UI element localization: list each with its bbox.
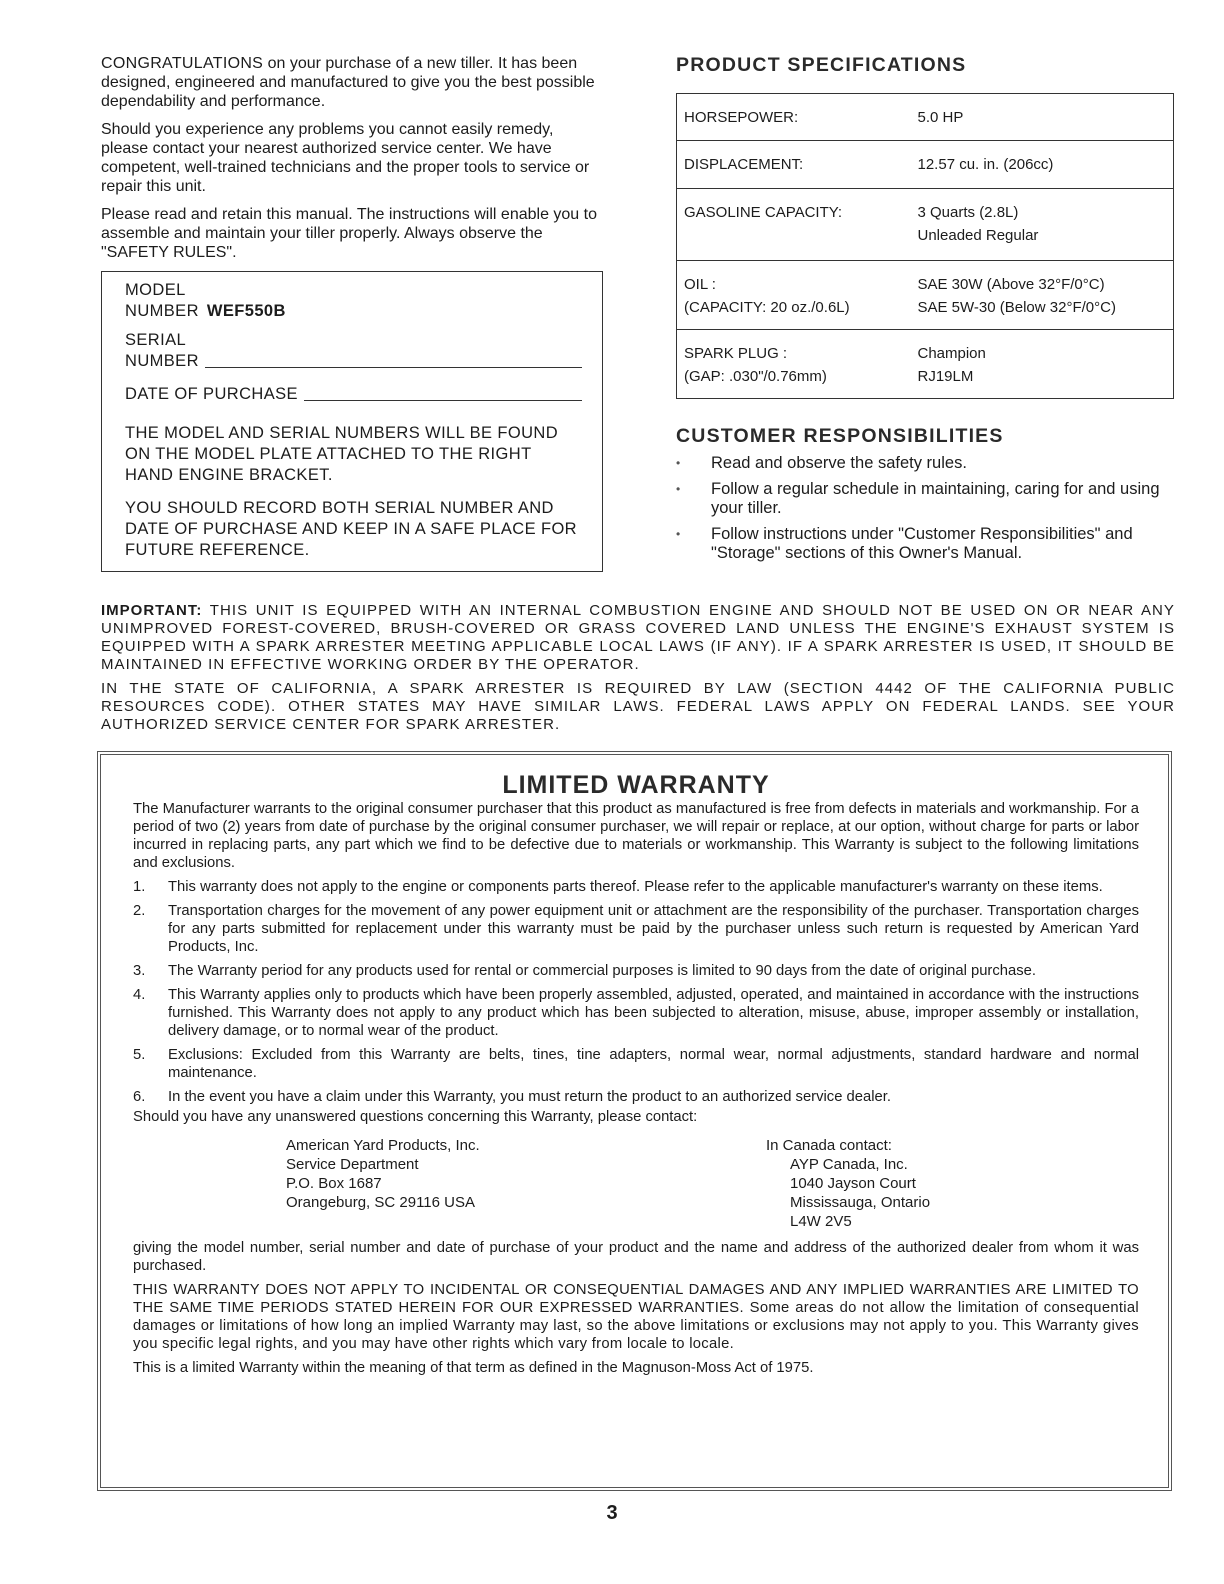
spec-row: SPARK PLUG : (GAP: .030"/0.76mm) Champion RJ19LM bbox=[677, 330, 1174, 399]
questions-line: Should you have any unanswered questions concerning this Warranty, please contact: bbox=[133, 1109, 698, 1125]
spec-row: HORSEPOWER: 5.0 HP bbox=[677, 94, 1174, 141]
important-notice bbox=[101, 602, 1175, 740]
list-item: 6. In the event you have a claim under this Warranty, you must return the product to an authorized service dealer. bbox=[133, 1089, 891, 1105]
list-item: • Follow a regular schedule in maintaining, caring for and using your tiller. bbox=[676, 480, 1160, 517]
model-plate-note: THE MODEL AND SERIAL NUMBERS WILL BE FOUND ON THE MODEL PLATE ATTACHED TO THE RIGHT HAND ENGINE BRACKET. bbox=[125, 424, 559, 484]
serial-number-blank[interactable] bbox=[205, 351, 582, 368]
list-item: 5. Exclusions: Excluded from this Warranty are belts, tines, tine adapters, normal wear, normal adjustments, standard hardware and normal maintenance. bbox=[133, 1047, 1139, 1081]
spec-row: GASOLINE CAPACITY: 3 Quarts (2.8L) Unleaded Regular bbox=[677, 189, 1174, 261]
product-specifications-heading: PRODUCT SPECIFICATIONS bbox=[676, 54, 967, 76]
giving-paragraph: giving the model number, serial number and date of purchase of your product and the name and address of the authorized dealer from whom it was purchased. bbox=[133, 1240, 1139, 1274]
list-item: • Read and observe the safety rules. bbox=[676, 454, 967, 472]
warranty-intro: The Manufacturer warrants to the original consumer purchaser that this product as manufactured is free from defects in materials and workmanship. For a period of two (2) years from date of purchase by the original consumer purchaser, we will repair or replace, at our option, without charge for parts or labor incurred in replacing parts, any part which we find to be defective due to materials or workmanship. This Warranty is subject to the following limitations and exclusions. bbox=[133, 801, 1139, 871]
list-item: 4. This Warranty applies only to products which have been properly assembled, adjusted, operated, and maintained in accordance with the instructions furnished. This Warranty does not apply to any product which has been subjected to alteration, misuse, abuse, improper assembly or installation, delivery damage, or to normal wear of the product. bbox=[133, 987, 1139, 1039]
important-paragraph: IMPORTANT: THIS UNIT IS EQUIPPED WITH AN INTERNAL COMBUSTION ENGINE AND SHOULD NOT BE USED ON OR NEAR ANY UNIMPROVED FOREST-COVERED, BRUSH-COVERED OR GRASS COVERED LAND UNLESS THE ENGINE'S EXHAUST SYSTEM IS EQUIPPED WITH A SPARK ARRESTER MEETING APPLICABLE LOCAL LAWS (IF ANY). IF A SPARK ARRESTER IS USED, IT SHOULD BE MAINTAINED IN EFFECTIVE WORKING ORDER BY THE OPERATOR. bbox=[101, 602, 1175, 673]
customer-responsibilities bbox=[676, 425, 1174, 563]
right-column bbox=[676, 54, 1174, 570]
date-of-purchase-field: DATE OF PURCHASE bbox=[125, 384, 582, 405]
warranty-title: LIMITED WARRANTY bbox=[502, 771, 770, 799]
intro-paragraph-2: Should you experience any problems you cannot easily remedy, please contact your nearest authorized service center. We have competent, well-trained technicians and the proper tools to service or repair this unit. bbox=[101, 121, 590, 195]
magnuson-moss-paragraph: This is a limited Warranty within the meaning of that term as defined in the Magnuson-Moss Act of 1975. bbox=[133, 1360, 814, 1376]
us-contact-address: American Yard Products, Inc. Service Department P.O. Box 1687 Orangeburg, SC 29116 USA bbox=[286, 1137, 480, 1211]
important-label: IMPORTANT: bbox=[101, 602, 203, 619]
serial-number-field: SERIAL NUMBER bbox=[125, 330, 582, 372]
list-item: 2. Transportation charges for the movement of any power equipment unit or attachment are the responsibility of the purchaser. Transportation charges for any parts submitted for replacement under this warranty must be paid by the purchaser unless such return is requested by American Yard Products, Inc. bbox=[133, 903, 1139, 955]
contacts bbox=[133, 1136, 1139, 1231]
date-of-purchase-blank[interactable] bbox=[304, 384, 582, 401]
customer-responsibilities-heading: CUSTOMER RESPONSIBILITIES bbox=[676, 425, 1004, 447]
record-reference-note: YOU SHOULD RECORD BOTH SERIAL NUMBER AND DATE OF PURCHASE AND KEEP IN A SAFE PLACE FOR FUTURE REFERENCE. bbox=[125, 499, 578, 559]
bullet-icon: • bbox=[676, 482, 681, 496]
intro-paragraph-1: CONGRATULATIONS on your purchase of a new tiller. It has been designed, engineered and manufactured to give you the best possible dependability and performance. bbox=[101, 55, 595, 110]
canada-contact-address: In Canada contact: AYP Canada, Inc. 1040 Jayson Court Mississauga, Ontario L4W 2V5 bbox=[766, 1137, 931, 1230]
spec-row: OIL : (CAPACITY: 20 oz./0.6L) SAE 30W (Above 32°F/0°C) SAE 5W-30 (Below 32°F/0°C) bbox=[677, 261, 1174, 330]
record-info-box bbox=[101, 271, 603, 572]
congratulations-word: CONGRATULATIONS bbox=[101, 55, 264, 72]
california-paragraph: IN THE STATE OF CALIFORNIA, A SPARK ARRESTER IS REQUIRED BY LAW (SECTION 4442 OF THE CALIFORNIA PUBLIC RESOURCES CODE). OTHER STATES MAY HAVE SIMILAR LAWS. FEDERAL LAWS APPLY ON FEDERAL LANDS. SEE YOUR AUTHORIZED SERVICE CENTER FOR SPARK ARRESTER. bbox=[101, 680, 1175, 733]
spec-table bbox=[676, 93, 1174, 399]
left-column bbox=[101, 54, 603, 572]
bullet-icon: • bbox=[676, 527, 681, 541]
model-number-value: WEF550B bbox=[206, 302, 286, 320]
spec-row: DISPLACEMENT: 12.57 cu. in. (206cc) bbox=[677, 141, 1174, 189]
warranty-limitations-list bbox=[133, 878, 1139, 1106]
list-item: 1. This warranty does not apply to the engine or components parts thereof. Please refer to the applicable manufacturer's warranty on these items. bbox=[133, 879, 1103, 895]
limited-warranty bbox=[133, 771, 1139, 1383]
intro-paragraph-3: Please read and retain this manual. The instructions will enable you to assemble and maintain your tiller properly. Always observe the "SAFETY RULES". bbox=[101, 206, 597, 261]
responsibility-list bbox=[676, 454, 1174, 563]
list-item: 3. The Warranty period for any products used for rental or commercial purposes is limited to 90 days from the date of original purchase. bbox=[133, 963, 1036, 979]
page-number: 3 bbox=[606, 1502, 618, 1524]
bullet-icon: • bbox=[676, 456, 681, 470]
disclaimer-paragraph: THIS WARRANTY DOES NOT APPLY TO INCIDENTAL OR CONSEQUENTIAL DAMAGES AND ANY IMPLIED WARRANTIES ARE LIMITED TO THE SAME TIME PERIODS STATED HEREIN FOR OUR EXPRESSED WARRANTIES. Some areas do not allow the limitation of consequential damages or limitations of how long an implied Warranty may last, so the above limitations or exclusions may not apply to you. This Warranty gives you specific legal rights, and you may have other rights which vary from locale to locale. bbox=[133, 1282, 1139, 1352]
list-item: • Follow instructions under "Customer Responsibilities" and "Storage" sections of this Owner's Manual. bbox=[676, 525, 1133, 562]
intro-section bbox=[101, 54, 603, 262]
model-number-field: MODEL NUMBER WEF550B bbox=[125, 281, 286, 320]
